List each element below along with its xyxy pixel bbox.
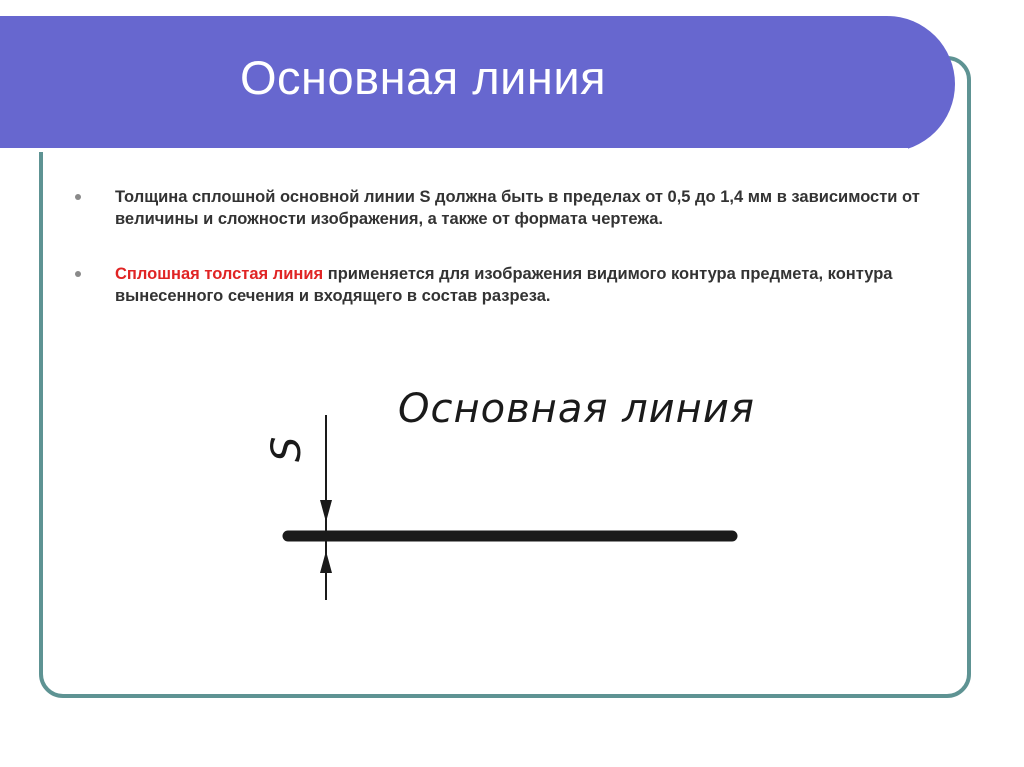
figure-caption: Основная линия <box>398 386 755 432</box>
bullet-text: Толщина сплошной основной линии S должна быть в пределах от 0,5 до 1,4 мм в зависимости от величины и сложности изображения, а также от формата чертежа. <box>115 188 920 228</box>
bullet-text: применяется для изображения видимого контура предмета, контура вынесенного сечения и входящего в состав разреза. <box>115 265 893 305</box>
bullet-highlight-term: Сплошная толстая линия <box>115 265 324 283</box>
bullet-item-thick-line-usage <box>72 263 932 307</box>
bullet-list <box>72 186 932 307</box>
main-line-figure <box>260 360 760 610</box>
dimension-arrow-down-icon <box>320 500 332 522</box>
dimension-label-s: S <box>264 436 310 462</box>
bullet-item-line-thickness <box>72 186 932 230</box>
title-underline <box>0 148 908 152</box>
dimension-arrow-up-icon <box>320 551 332 573</box>
bullet-dot-icon <box>75 271 81 277</box>
bullet-dot-icon <box>75 194 81 200</box>
slide-title: Основная линия <box>240 51 607 104</box>
